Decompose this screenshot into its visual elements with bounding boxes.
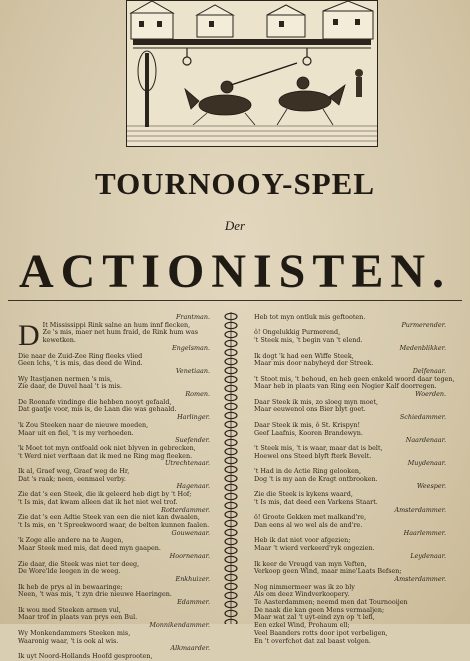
speaker-name: Romen. (185, 390, 210, 399)
verse-line-text: 'k Zoge alle andere na te Augen, (18, 536, 124, 545)
verse-line-text: Maar uit en fiel, 't is my verhoeden. (18, 428, 134, 437)
verse-line-text: Zie daar, die Steek was niet ter deeg, (18, 559, 140, 568)
verse-line-text: 't Is mis, dat deed een Varkens Staart. (254, 497, 378, 506)
verse-line-text: Zie dat 's een Adtie Steek van een die niet kan dwaalen, (18, 513, 200, 522)
verse-line-text: Maar heb in plaats van Ring een Nogier Kalf doorregen. (254, 382, 437, 391)
speaker-name: Gouwenaar. (171, 528, 210, 537)
verse-line-text: Heb tot myn ontluk mis geftooten. (254, 313, 366, 321)
verse-line-text: 't Steek mis, 't begin van 't elend. (254, 336, 363, 345)
verse-line-text: Neen, 't was mis, 't zyn drie nieuwe Haeringen. (18, 590, 172, 599)
verse-line-text: Ze 's mis, maer net hum fraid, de Rink hum was (42, 328, 199, 337)
verse-line-text: 'k Zou Steeken naar de nieuwe moeden, (18, 420, 149, 429)
verse-line-text: 't Is mis, en 't Spreekwoord waar, de belten kunnen faalen. (18, 520, 210, 529)
speaker-name: Schiedammer. (399, 413, 446, 422)
title-line-3: ACTIONISTEN. (18, 245, 452, 298)
verse-line-text: Dat 's raak; neen, eenmael verby. (18, 474, 126, 483)
verse-line-text: Als om deez Windverkoopery. (254, 590, 350, 599)
verse-line-text: Hoewel ons Steed blyft fterk Bevelt. (254, 451, 372, 460)
verse-line-text: Ik wou med Steeken armen vul, (18, 605, 121, 614)
speaker-name: Monnikendammer. (149, 621, 210, 630)
speaker-name: Hagenaar. (176, 482, 210, 491)
verse-column-right (254, 313, 460, 645)
speaker-name: Amsterdammer. (394, 574, 446, 583)
verse-line-text: Te Aasterdammen; neemd men dat Tournooijen (254, 598, 408, 607)
speaker-name: Enkhuizer. (175, 574, 210, 583)
speaker-name: Harlinger. (177, 413, 210, 422)
speaker-name: Amsterdammer. (394, 505, 446, 514)
verse-line-text: It Mississippi Rink salne an hum innf flecken, (42, 320, 191, 329)
verse-line-text: Zie die Steek is kykens waard, (254, 490, 353, 499)
speaker-name: Suefender. (175, 436, 210, 445)
verse-line-text: Dog 't is my aan de Kragt ontbrooken. (254, 474, 378, 483)
verse-line-text: Een ezkel Wind, Prohaum ell; (254, 621, 350, 630)
speaker-name: Hoornenaar. (169, 551, 210, 560)
verse-line-text: Waaronig waar, 't is ook al wis. (18, 636, 119, 645)
verse-line-text: Wy Itastjanen nermen 's mis, (18, 374, 113, 383)
speaker-name: Weesper. (416, 482, 446, 491)
verse-line-text: Ik al, Graef weg, Graef weg de Hr, (18, 467, 130, 476)
verse-line-text: Maar 't wierd verkeerd'ryk ongezien. (254, 544, 375, 553)
speaker-name: Edammer. (177, 598, 210, 607)
tournament-woodcut-illustration (126, 0, 378, 147)
verse-line-text: Wy Monkendammers Steeken mis, (18, 628, 131, 637)
verse-line-text: Ik keer de Vreugd van myn Veften, (254, 559, 367, 568)
verse-line-text: 't Werd niet verftaan dat ik med ne Ring mag fleeken. (18, 451, 193, 460)
speaker-name: Haarlemmer. (403, 528, 446, 537)
speaker-name: Naardenaar. (405, 436, 446, 445)
verse-line-text: Maar wat zal 't uyt-eind zyn op 't lefl, (254, 613, 375, 622)
speaker-name: Purmerender. (401, 320, 446, 329)
speaker-name: Engelsman. (172, 343, 210, 352)
verse-line-text: Verkoop geen Wind, maar mine'Laats Befsen; (254, 567, 402, 576)
verse-line-text: 't Had in de Actie Ring gelooken, (254, 467, 362, 476)
verse-column-left (18, 313, 224, 660)
verse-line-text: Daar Steek ik mis, zo sloeg myn moet, (254, 397, 379, 406)
verse-line-text: ô! Groote Gekken met malkand're, (254, 513, 367, 522)
speaker-name: Venetiaan. (175, 366, 210, 375)
verse-line (18, 653, 224, 661)
verse-line-text: Nog nimmermeer was ik zo bly (254, 582, 355, 591)
title-line-1: TOURNOOY-SPEL (94, 166, 375, 201)
verse-line-text: De Roonafe vindinge die hebben nooyt gefaald, (18, 397, 172, 406)
verse-line-text: Zie dat 's een Steek, die ik geleerd heb digt by 't Hof; (18, 490, 192, 499)
verse-line-text: Ik uyt Noord-Hollands Hoofd gesprooten, (18, 651, 153, 660)
verse-line (254, 638, 460, 646)
speaker-name: Leydenaar. (410, 551, 446, 560)
speaker-name: Muydenaar. (407, 459, 446, 468)
verse-line-text: Daar Steek ik mis, ô St. Krispyn! (254, 420, 361, 429)
verse-line-text: Die naar de Zuid-Zee Ring fleeks vlied (18, 351, 143, 360)
verse-line-text: Veel Baanders rotts door ipot verbeligen, (254, 628, 388, 637)
verse-line-text: 'k Moet tot myn ontfoald ook niet blyven in gebrecken, (18, 443, 196, 452)
drop-cap-initial: D (18, 318, 40, 352)
title-line-2: Der (224, 218, 246, 233)
verse-line-text: kewetken. (42, 336, 76, 345)
speaker-name: Frantman. (175, 313, 210, 321)
speaker-name: Rotterdammer. (161, 505, 210, 514)
speaker-name: Woerden. (415, 390, 446, 399)
verse-line-text: Heb ik dat niet voor afgezien; (254, 536, 351, 545)
verse-line-text: 't Stoot mis, 't behoud, en heb geen enkeld woord daar tegen, (254, 374, 455, 383)
ornamental-column-divider (221, 312, 241, 624)
verse-line-text: 't Steek mis, 't is waar, maar dat is belt, (254, 443, 383, 452)
speaker-name: Delfenaar. (412, 366, 446, 375)
verse-line-text: Geef Laafnis, Kooren Brandewyn. (254, 428, 363, 437)
title-rule (8, 300, 462, 301)
verse-line-text: Maar eeuwenol ons Bier blyt goet. (254, 405, 366, 414)
verse-line-text: Zie daar, de Duvel haal 't is mis. (18, 382, 122, 391)
verse-line-text: ô! Ongelukkig Purmerend, (254, 328, 341, 337)
verse-line-text: Maar trof in plaats van prys een Bul. (18, 613, 138, 622)
speaker-name: Utrechtenaar. (165, 459, 210, 468)
verse-line-text: Maar mis door nabyheyd der Streek. (254, 359, 374, 368)
verse-line-text: Ik heb de prys al in bewaaringe; (18, 582, 123, 591)
speaker-name: Medenblikker. (399, 343, 446, 352)
verse-line-text: De Wore'lde leegen in de weeg. (18, 567, 121, 576)
verse-line-text: Ik dogt 'k had een Wiffe Steek, (254, 351, 354, 360)
verse-line-text: En 't overfchot dat zal baast volgen. (254, 636, 371, 645)
speaker-name: Alkmaarder. (170, 644, 210, 653)
verse-line-text: De naak die kan geen Mens vermaaljen; (254, 605, 385, 614)
verse-line-text: Dan eens al wo wel als de and're. (254, 520, 363, 529)
verse-line-text: Maar Steek med mis, dat deed myn gaapen. (18, 544, 161, 553)
verse-line-text: Geen lchs, 't is mis, das deed de Wind. (18, 359, 143, 368)
verse-line-text: 't Is mis, dat kwam alleen dat ik het niet wel trof. (18, 497, 178, 506)
verse-line-text: Dat gaatje voor, mis is, de Laan die was gehaald. (18, 405, 177, 414)
